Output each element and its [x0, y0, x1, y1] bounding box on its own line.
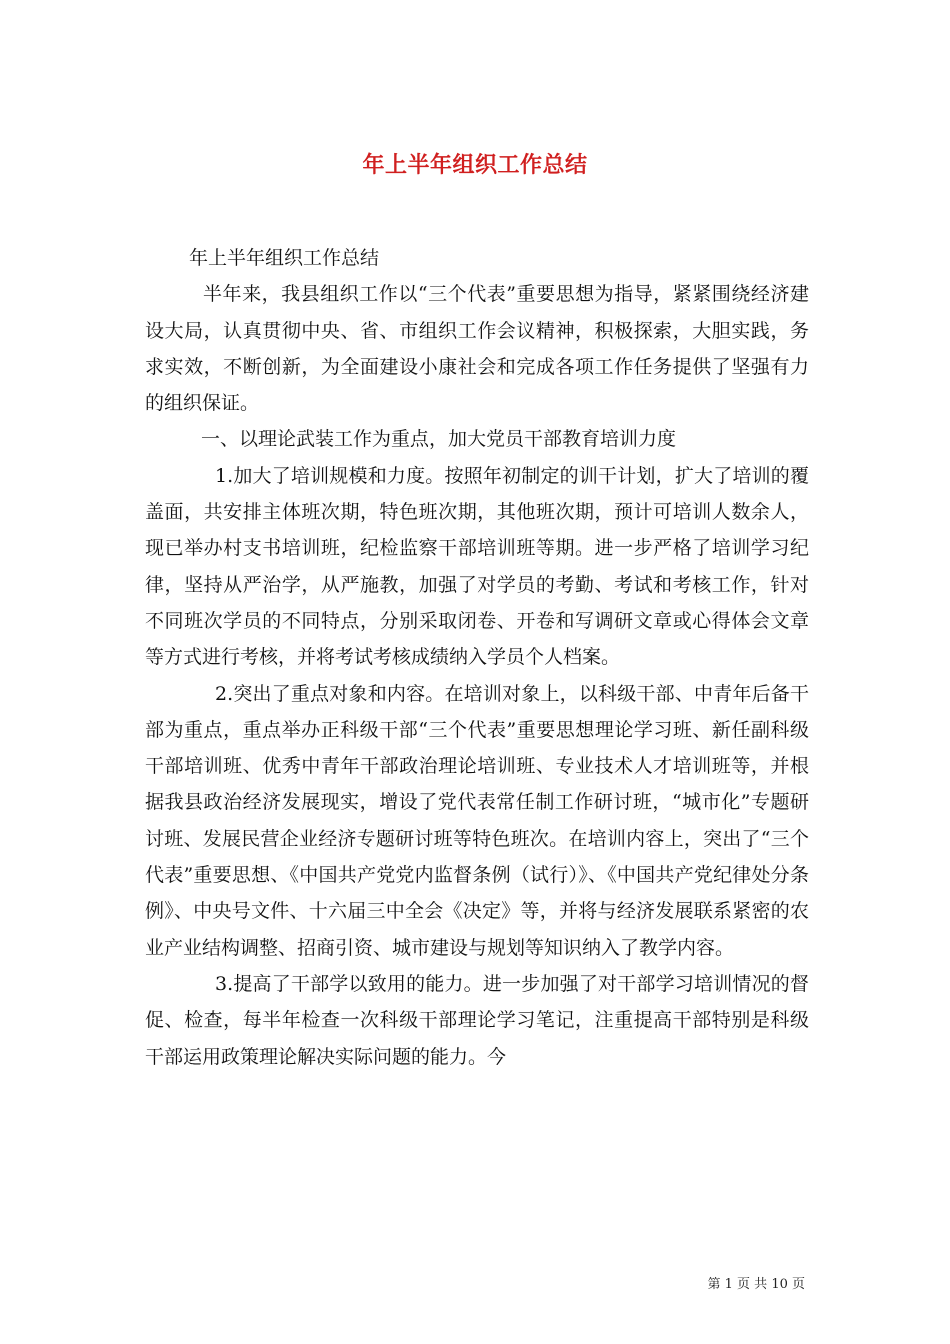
intro-paragraph: 半年来，我县组织工作以“三个代表”重要思想为指导，紧紧围绕经济建设大局，认真贯彻中央、省、市组织工作会议精神，积极探索，大胆实践，务求实效，不断创新，为全面建设小康社会和完成各项工作任务提供了坚强有力的组织保证。 — [145, 283, 809, 415]
item-paragraph-3: 3.提高了干部学以致用的能力。进一步加强了对干部学习培训情况的督促、检查，每半年检查一次科级干部理论学习笔记，注重提高干部特别是科级干部运用政策理论解决实际问题的能力。今 — [145, 972, 809, 1068]
subtitle-paragraph: 年上半年组织工作总结 — [189, 247, 380, 269]
section-heading-1: 一、以理论武装工作为重点，加大党员干部教育培训力度 — [201, 428, 677, 451]
page-number-footer: 第 1 页 共 10 页 — [707, 1277, 805, 1292]
item-paragraph-2: 2.突出了重点对象和内容。在培训对象上，以科级干部、中青年后备干部为重点，重点举办正科级干部“三个代表”重要思想理论学习班、新任副科级干部培训班、优秀中青年干部政治理论培训班、专业技术人才培训班等，并根据我县政治经济发展现实，增设了党代表常任制工作研讨班，“城市化”专题研讨班、发展民营企业经济专题研讨班等特色班次。在培训内容上，突出了“三个代表”重要思想、《中国共产党党内监督条例（试行）》、《中国共产党纪律处分条例》、中央号文件、十六届三中全会《决定》等，并将与经济发展联系紧密的农业产业结构调整、招商引资、城市建设与规划等知识纳入了教学内容。 — [145, 682, 809, 959]
document-title: 年上半年组织工作总结 — [362, 151, 588, 178]
item-paragraph-1: 1.加大了培训规模和力度。按照年初制定的训干计划，扩大了培训的覆盖面，共安排主体班次期，特色班次期，其他班次期，预计可培训人数余人，现已举办村支书培训班，纪检监察干部培训班等期。进一步严格了培训学习纪律，坚持从严治学，从严施教，加强了对学员的考勤、考试和考核工作，针对不同班次学员的不同特点，分别采取闭卷、开卷和写调研文章或心得体会文章等方式进行考核，并将考试考核成绩纳入学员个人档案。 — [145, 464, 809, 669]
document-body — [145, 240, 809, 1075]
